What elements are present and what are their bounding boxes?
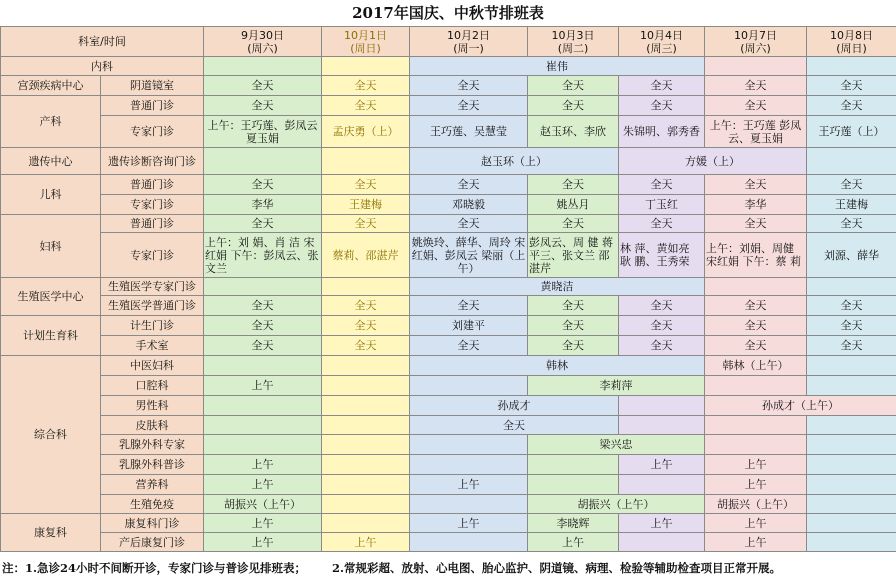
schedule-cell: 全天 <box>410 215 528 233</box>
schedule-cell <box>410 455 528 475</box>
schedule-cell <box>204 57 322 76</box>
schedule-cell: 上午 <box>619 514 705 533</box>
day-header <box>528 27 619 57</box>
schedule-cell <box>322 148 410 175</box>
schedule-cell <box>410 376 528 396</box>
schedule-cell: 全天 <box>619 296 705 316</box>
schedule-cell: 上午 <box>705 455 807 475</box>
schedule-cell: 全天 <box>528 96 619 116</box>
schedule-cell: 上午 <box>705 514 807 533</box>
dept-cell: 康复科 <box>1 514 101 552</box>
schedule-cell: 全天 <box>807 215 896 233</box>
dept-cell: 遗传中心 <box>1 148 101 175</box>
day-date: 10月8日 <box>830 28 873 42</box>
room-cell: 营养科 <box>101 475 204 495</box>
schedule-cell: 上午 <box>204 514 322 533</box>
schedule-cell: 全天 <box>528 175 619 195</box>
schedule-cell: 全天 <box>807 96 896 116</box>
schedule-cell: 全天 <box>410 175 528 195</box>
schedule-cell <box>807 533 896 552</box>
schedule-cell: 王建梅 <box>807 195 896 215</box>
schedule-cell: 全天 <box>705 76 807 96</box>
schedule-cell <box>807 435 896 455</box>
schedule-cell: 全天 <box>322 215 410 233</box>
schedule-cell: 李华 <box>705 195 807 215</box>
schedule-cell: 蔡莉、邵湛芹 <box>322 233 410 278</box>
schedule-cell: 全天 <box>204 296 322 316</box>
day-weekday: (周六) <box>740 41 771 55</box>
schedule-cell: 全天 <box>322 296 410 316</box>
schedule-cell: 全天 <box>807 336 896 356</box>
schedule-cell <box>204 435 322 455</box>
day-header <box>322 27 410 57</box>
schedule-cell <box>204 416 322 435</box>
schedule-cell: 韩林（上午） <box>705 356 807 376</box>
table-row <box>1 336 896 356</box>
schedule-cell <box>705 416 807 435</box>
room-cell: 生殖医学专家门诊 <box>101 278 204 296</box>
schedule-cell: 上午：王巧莲、彭凤云 夏玉娟 <box>204 116 322 148</box>
schedule-cell: 王巧莲、吴慧莹 <box>410 116 528 148</box>
schedule-cell <box>204 396 322 416</box>
schedule-cell <box>705 278 807 296</box>
day-weekday: (周一) <box>453 41 484 55</box>
schedule-cell <box>322 416 410 435</box>
table-row <box>1 455 896 475</box>
room-cell: 普通门诊 <box>101 175 204 195</box>
table-row <box>1 475 896 495</box>
corner-cell: 科室/时间 <box>1 27 204 57</box>
table-row <box>1 215 896 233</box>
schedule-cell: 孙成才 <box>410 396 619 416</box>
schedule-cell: 胡振兴（上午） <box>528 495 705 514</box>
day-weekday: (周日) <box>350 41 381 55</box>
room-cell: 阴道镜室 <box>101 76 204 96</box>
day-date: 10月7日 <box>734 28 777 42</box>
dept-cell: 生殖医学中心 <box>1 278 101 316</box>
schedule-cell: 姚焕玲、薛华、周玲 宋红娟、彭凤云 梁丽（上午） <box>410 233 528 278</box>
schedule-cell: 全天 <box>619 336 705 356</box>
footnote <box>2 560 894 576</box>
schedule-cell: 上午：刘娟、周健 宋红娟 下午：蔡 莉 <box>705 233 807 278</box>
schedule-cell: 全天 <box>204 96 322 116</box>
schedule-cell: 全天 <box>807 76 896 96</box>
day-date: 10月1日 <box>344 28 387 42</box>
dept-cell: 儿科 <box>1 175 101 215</box>
table-row <box>1 296 896 316</box>
schedule-cell <box>619 416 705 435</box>
schedule-cell: 全天 <box>204 316 322 336</box>
schedule-cell <box>619 533 705 552</box>
schedule-cell: 全天 <box>322 96 410 116</box>
schedule-cell: 全天 <box>705 96 807 116</box>
room-cell: 遗传诊断咨询门诊 <box>101 148 204 175</box>
table-row <box>1 356 896 376</box>
room-cell: 专家门诊 <box>101 195 204 215</box>
schedule-cell <box>322 514 410 533</box>
day-date: 10月4日 <box>640 28 683 42</box>
schedule-cell: 全天 <box>410 76 528 96</box>
schedule-cell: 上午 <box>204 475 322 495</box>
schedule-cell: 刘建平 <box>410 316 528 336</box>
schedule-cell <box>807 376 896 396</box>
schedule-cell: 李晓辉 <box>528 514 619 533</box>
room-cell: 乳腺外科普诊 <box>101 455 204 475</box>
schedule-cell <box>807 148 896 175</box>
schedule-cell: 全天 <box>322 336 410 356</box>
schedule-cell: 韩林 <box>410 356 705 376</box>
schedule-cell <box>528 455 619 475</box>
schedule-cell <box>807 455 896 475</box>
schedule-cell: 全天 <box>322 76 410 96</box>
schedule-cell: 上午 <box>410 514 528 533</box>
schedule-cell <box>807 495 896 514</box>
day-date: 10月3日 <box>551 28 595 42</box>
schedule-cell: 林 萍、黄如亮 耿 鹏、王秀荣 <box>619 233 705 278</box>
day-header <box>619 27 705 57</box>
schedule-cell <box>322 356 410 376</box>
schedule-cell <box>528 475 619 495</box>
table-row <box>1 195 896 215</box>
schedule-cell: 邓晓毅 <box>410 195 528 215</box>
schedule-cell <box>807 416 896 435</box>
schedule-cell <box>807 514 896 533</box>
day-weekday: (周六) <box>247 41 278 55</box>
table-row <box>1 116 896 148</box>
schedule-cell: 全天 <box>807 316 896 336</box>
schedule-cell: 全天 <box>528 215 619 233</box>
table-row <box>1 376 896 396</box>
schedule-cell: 全天 <box>528 316 619 336</box>
day-weekday: (周三) <box>646 41 677 55</box>
day-header <box>807 27 896 57</box>
schedule-cell <box>705 57 807 76</box>
schedule-cell: 上午 <box>705 475 807 495</box>
schedule-cell: 黄晓洁 <box>410 278 705 296</box>
table-row <box>1 396 896 416</box>
schedule-cell: 全天 <box>619 76 705 96</box>
room-cell: 手术室 <box>101 336 204 356</box>
schedule-cell: 孟庆勇（上） <box>322 116 410 148</box>
schedule-cell: 胡振兴（上午） <box>705 495 807 514</box>
day-date: 10月2日 <box>447 28 490 42</box>
schedule-cell: 上午 <box>410 475 528 495</box>
schedule-cell <box>705 435 807 455</box>
room-cell: 普通门诊 <box>101 215 204 233</box>
schedule-cell <box>204 148 322 175</box>
schedule-cell: 全天 <box>807 175 896 195</box>
table-row <box>1 57 896 76</box>
room-cell: 生殖免疫 <box>101 495 204 514</box>
schedule-cell: 全天 <box>528 296 619 316</box>
schedule-cell: 李莉萍 <box>528 376 705 396</box>
schedule-cell: 全天 <box>204 76 322 96</box>
schedule-cell <box>322 376 410 396</box>
table-row <box>1 278 896 296</box>
table-row <box>1 233 896 278</box>
schedule-cell <box>322 396 410 416</box>
schedule-cell: 全天 <box>619 316 705 336</box>
schedule-cell: 全天 <box>807 296 896 316</box>
day-date: 9月30日 <box>241 28 284 42</box>
day-header <box>705 27 807 57</box>
schedule-cell: 全天 <box>204 175 322 195</box>
table-row <box>1 533 896 552</box>
table-row <box>1 495 896 514</box>
schedule-cell <box>322 475 410 495</box>
room-cell: 口腔科 <box>101 376 204 396</box>
schedule-cell: 梁兴忠 <box>528 435 705 455</box>
schedule-cell: 全天 <box>705 316 807 336</box>
schedule-cell: 全天 <box>410 296 528 316</box>
day-weekday: (周二) <box>557 41 589 55</box>
header-row <box>1 27 896 57</box>
schedule-cell: 全天 <box>410 96 528 116</box>
schedule-cell: 上午 <box>204 376 322 396</box>
schedule-cell: 赵玉环、李欣 <box>528 116 619 148</box>
schedule-cell: 李华 <box>204 195 322 215</box>
schedule-cell: 上午：王巧莲 彭凤云、夏玉娟 <box>705 116 807 148</box>
table-row <box>1 148 896 175</box>
schedule-cell: 上午 <box>619 455 705 475</box>
schedule-cell: 上午 <box>204 455 322 475</box>
schedule-cell: 全天 <box>410 416 619 435</box>
schedule-cell: 王建梅 <box>322 195 410 215</box>
schedule-cell: 全天 <box>619 96 705 116</box>
table-row <box>1 96 896 116</box>
room-cell: 乳腺外科专家 <box>101 435 204 455</box>
footnote-2: 2.常规彩超、放射、心电图、胎心监护、阴道镜、病理、检验等辅助检查项目正常开展。 <box>332 561 782 575</box>
table-row <box>1 76 896 96</box>
schedule-cell <box>322 495 410 514</box>
room-cell: 计生门诊 <box>101 316 204 336</box>
schedule-cell: 孙成才（上午） <box>705 396 896 416</box>
schedule-cell <box>705 376 807 396</box>
day-header <box>204 27 322 57</box>
dept-cell: 内科 <box>1 57 204 76</box>
schedule-cell: 全天 <box>204 215 322 233</box>
schedule-cell: 朱锦明、郭秀香 <box>619 116 705 148</box>
dept-cell: 产科 <box>1 96 101 148</box>
schedule-cell: 全天 <box>619 215 705 233</box>
schedule-cell: 上午 <box>204 533 322 552</box>
schedule-cell: 胡振兴（上午） <box>204 495 322 514</box>
page-title: 2017年国庆、中秋节排班表 <box>352 4 544 22</box>
room-cell: 中医妇科 <box>101 356 204 376</box>
day-header <box>410 27 528 57</box>
footnote-1: 注：1.急诊24小时不间断开诊，专家门诊与普诊见排班表； <box>2 561 307 575</box>
schedule-cell <box>410 435 528 455</box>
schedule-cell: 姚丛月 <box>528 195 619 215</box>
room-cell: 专家门诊 <box>101 233 204 278</box>
schedule-cell: 全天 <box>705 296 807 316</box>
room-cell: 皮肤科 <box>101 416 204 435</box>
schedule-cell <box>322 435 410 455</box>
schedule-cell <box>807 57 896 76</box>
schedule-cell <box>619 396 705 416</box>
schedule-cell <box>204 278 322 296</box>
schedule-cell: 全天 <box>204 336 322 356</box>
room-cell: 专家门诊 <box>101 116 204 148</box>
schedule-cell: 上午 <box>322 533 410 552</box>
room-cell: 康复科门诊 <box>101 514 204 533</box>
schedule-cell: 全天 <box>528 76 619 96</box>
schedule-cell: 刘源、薛华 <box>807 233 896 278</box>
schedule-cell <box>322 57 410 76</box>
room-cell: 生殖医学普通门诊 <box>101 296 204 316</box>
schedule-cell: 全天 <box>528 336 619 356</box>
table-row <box>1 175 896 195</box>
schedule-cell <box>619 475 705 495</box>
schedule-cell <box>410 533 528 552</box>
dept-cell: 宫颈疾病中心 <box>1 76 101 96</box>
schedule-cell: 王巧莲（上） <box>807 116 896 148</box>
schedule-cell: 全天 <box>322 316 410 336</box>
schedule-cell <box>807 278 896 296</box>
schedule-cell: 丁玉红 <box>619 195 705 215</box>
table-row <box>1 514 896 533</box>
schedule-cell <box>322 455 410 475</box>
schedule-cell: 全天 <box>322 175 410 195</box>
schedule-cell <box>807 475 896 495</box>
table-row <box>1 316 896 336</box>
room-cell: 普通门诊 <box>101 96 204 116</box>
schedule-cell: 赵玉环（上） <box>410 148 619 175</box>
schedule-cell <box>807 356 896 376</box>
schedule-cell: 全天 <box>410 336 528 356</box>
schedule-cell: 彭凤云、周 健 蒋平三、张文兰 邵湛芹 <box>528 233 619 278</box>
dept-cell: 妇科 <box>1 215 101 278</box>
schedule-cell: 方媛（上） <box>619 148 807 175</box>
schedule-cell: 上午 <box>705 533 807 552</box>
schedule-table <box>0 26 896 552</box>
table-row <box>1 435 896 455</box>
schedule-cell: 全天 <box>705 175 807 195</box>
schedule-cell: 全天 <box>705 336 807 356</box>
room-cell: 产后康复门诊 <box>101 533 204 552</box>
dept-cell: 计划生育科 <box>1 316 101 356</box>
day-weekday: (周日) <box>836 41 867 55</box>
schedule-cell: 崔伟 <box>410 57 705 76</box>
schedule-cell: 全天 <box>705 215 807 233</box>
dept-cell: 综合科 <box>1 356 101 514</box>
schedule-cell <box>410 495 528 514</box>
schedule-cell <box>322 278 410 296</box>
table-row <box>1 416 896 435</box>
room-cell: 男性科 <box>101 396 204 416</box>
schedule-cell: 上午：刘 娟、肖 洁 宋红娟 下午：彭凤云、张文兰 <box>204 233 322 278</box>
schedule-cell <box>204 356 322 376</box>
schedule-cell: 上午 <box>528 533 619 552</box>
schedule-cell: 全天 <box>619 175 705 195</box>
